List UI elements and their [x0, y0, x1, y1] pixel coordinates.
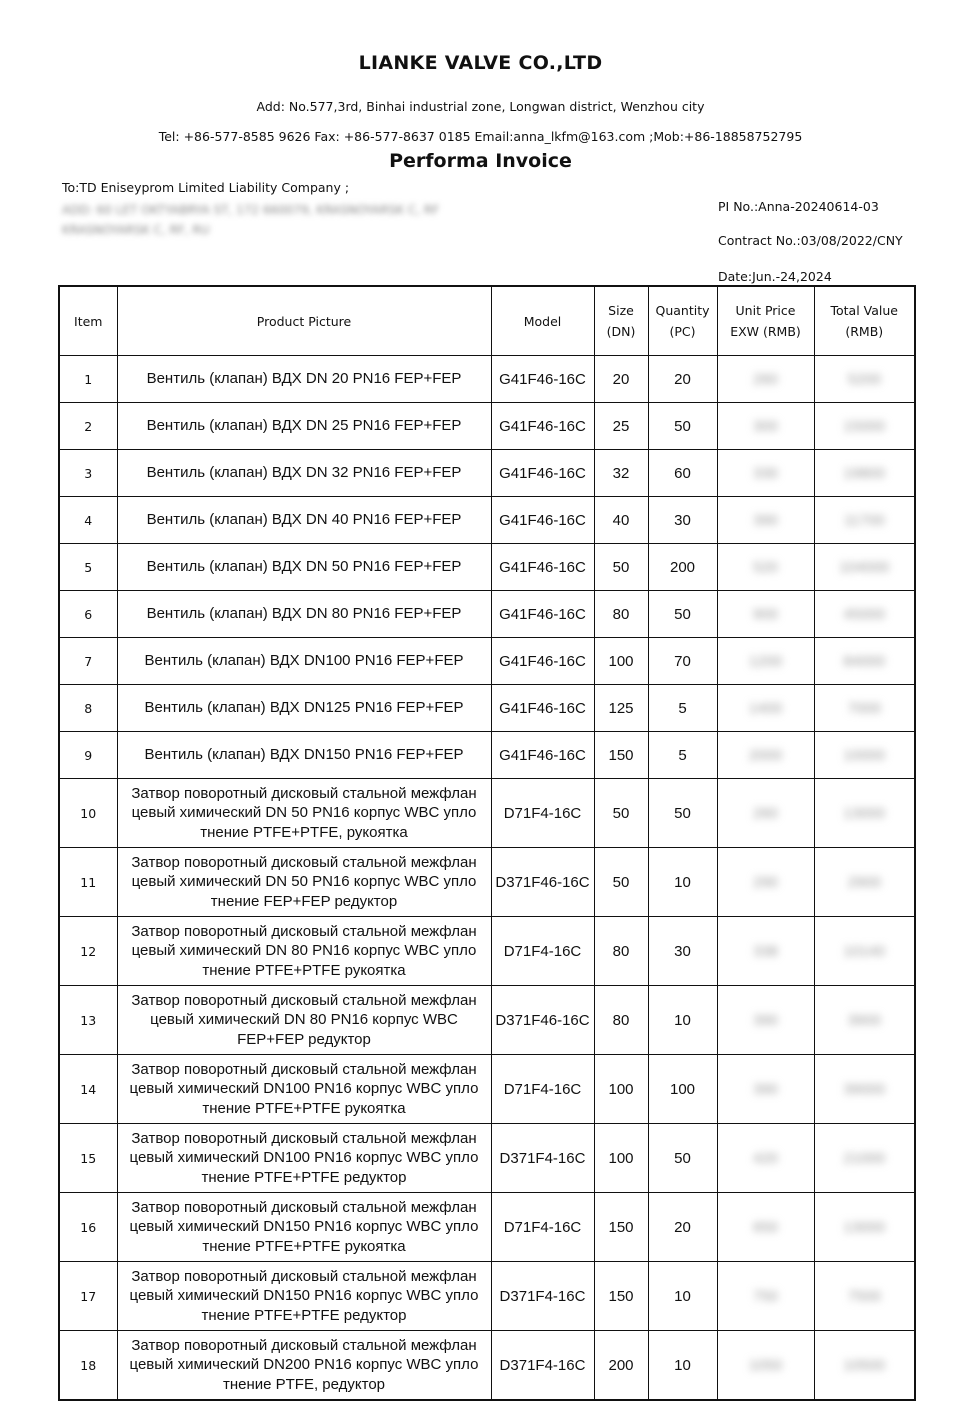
cell-item: 4 [59, 497, 117, 544]
cell-size: 25 [594, 403, 648, 450]
cell-model: D371F4-16C [491, 1124, 594, 1193]
header-size: Size (DN) [594, 286, 648, 356]
table-row [59, 986, 915, 1055]
cell-total-redacted: 11700 [814, 497, 915, 544]
cell-model: G41F46-16C [491, 497, 594, 544]
table-row [59, 638, 915, 685]
cell-item: 2 [59, 403, 117, 450]
cell-size: 80 [594, 591, 648, 638]
cell-total-redacted: 21000 [814, 1124, 915, 1193]
cell-size: 150 [594, 1193, 648, 1262]
cell-item: 18 [59, 1331, 117, 1401]
cell-product: Вентиль (клапан) ВДХ DN125 PN16 FEP+FEP [117, 685, 491, 732]
cell-model: D71F4-16C [491, 1055, 594, 1124]
cell-unit-price-redacted: 300 [717, 403, 814, 450]
table-row [59, 544, 915, 591]
cell-total-redacted: 104000 [814, 544, 915, 591]
cell-size: 100 [594, 1124, 648, 1193]
cell-unit-price-redacted: 260 [717, 779, 814, 848]
table-row [59, 356, 915, 403]
cell-quantity: 10 [648, 1262, 717, 1331]
cell-item: 13 [59, 986, 117, 1055]
cell-item: 16 [59, 1193, 117, 1262]
cell-quantity: 10 [648, 1331, 717, 1401]
cell-quantity: 30 [648, 917, 717, 986]
cell-size: 125 [594, 685, 648, 732]
cell-size: 100 [594, 638, 648, 685]
company-contact: Tel: +86-577-8585 9626 Fax: +86-577-8637 0185 Email:anna_lkfm@163.com ;Mob:+86-18858752795 [158, 129, 803, 144]
cell-quantity: 10 [648, 848, 717, 917]
cell-total-redacted: 3900 [814, 986, 915, 1055]
cell-product: Вентиль (клапан) ВДХ DN 80 PN16 FEP+FEP [117, 591, 491, 638]
cell-model: G41F46-16C [491, 638, 594, 685]
cell-item: 11 [59, 848, 117, 917]
cell-unit-price-redacted: 900 [717, 591, 814, 638]
cell-quantity: 5 [648, 685, 717, 732]
cell-total-redacted: 13000 [814, 1193, 915, 1262]
cell-product: Затвор поворотный дисковый стальной межфлан цевый химический DN200 PN16 корпус WBC упло тнение PTFE, редуктор [117, 1331, 491, 1401]
cell-quantity: 70 [648, 638, 717, 685]
cell-item: 1 [59, 356, 117, 403]
cell-quantity: 50 [648, 779, 717, 848]
cell-item: 10 [59, 779, 117, 848]
cell-item: 6 [59, 591, 117, 638]
items-table [58, 285, 916, 1401]
table-row [59, 1193, 915, 1262]
cell-model: D371F4-16C [491, 1331, 594, 1401]
cell-size: 50 [594, 544, 648, 591]
cell-unit-price-redacted: 390 [717, 986, 814, 1055]
invoice-date: Date:Jun.-24,2024 [718, 269, 832, 284]
cell-unit-price-redacted: 338 [717, 917, 814, 986]
cell-item: 17 [59, 1262, 117, 1331]
cell-product: Вентиль (клапан) ВДХ DN 32 PN16 FEP+FEP [117, 450, 491, 497]
company-address: Add: No.577,3rd, Binhai industrial zone, Longwan district, Wenzhou city [256, 99, 705, 114]
cell-total-redacted: 2900 [814, 848, 915, 917]
cell-total-redacted: 7000 [814, 685, 915, 732]
cell-total-redacted: 13000 [814, 779, 915, 848]
cell-total-redacted: 7500 [814, 1262, 915, 1331]
cell-model: D71F4-16C [491, 917, 594, 986]
table-header-row [59, 286, 915, 356]
cell-total-redacted: 10500 [814, 1331, 915, 1401]
cell-model: G41F46-16C [491, 403, 594, 450]
cell-product: Затвор поворотный дисковый стальной межфлан цевый химический DN 50 PN16 корпус WBC упло тнение PTFE+PTFE, рукоятка [117, 779, 491, 848]
cell-model: D371F46-16C [491, 986, 594, 1055]
cell-total-redacted: 84000 [814, 638, 915, 685]
cell-model: G41F46-16C [491, 356, 594, 403]
cell-model: G41F46-16C [491, 544, 594, 591]
cell-model: G41F46-16C [491, 685, 594, 732]
table-row [59, 1055, 915, 1124]
cell-item: 9 [59, 732, 117, 779]
cell-unit-price-redacted: 330 [717, 450, 814, 497]
cell-unit-price-redacted: 1050 [717, 1331, 814, 1401]
cell-product: Затвор поворотный дисковый стальной межфлан цевый химический DN100 PN16 корпус WBC упло тнение PTFE+PTFE рукоятка [117, 1055, 491, 1124]
cell-item: 14 [59, 1055, 117, 1124]
cell-quantity: 200 [648, 544, 717, 591]
pi-number: PI No.:Anna-20240614-03 [718, 199, 879, 214]
cell-product: Вентиль (клапан) ВДХ DN 20 PN16 FEP+FEP [117, 356, 491, 403]
table-row [59, 685, 915, 732]
cell-unit-price-redacted: 1400 [717, 685, 814, 732]
cell-quantity: 10 [648, 986, 717, 1055]
cell-size: 32 [594, 450, 648, 497]
cell-product: Затвор поворотный дисковый стальной межфлан цевый химический DN 80 PN16 корпус WBC упло тнение PTFE+PTFE рукоятка [117, 917, 491, 986]
cell-model: G41F46-16C [491, 591, 594, 638]
header-quantity: Quantity (PC) [648, 286, 717, 356]
cell-quantity: 50 [648, 591, 717, 638]
table-row [59, 450, 915, 497]
cell-size: 150 [594, 732, 648, 779]
cell-product: Затвор поворотный дисковый стальной межфлан цевый химический DN 50 PN16 корпус WBC упло тнение FEP+FEP редуктор [117, 848, 491, 917]
cell-quantity: 30 [648, 497, 717, 544]
table-row [59, 917, 915, 986]
cell-product: Вентиль (клапан) ВДХ DN100 PN16 FEP+FEP [117, 638, 491, 685]
cell-unit-price-redacted: 390 [717, 497, 814, 544]
cell-model: D71F4-16C [491, 779, 594, 848]
cell-size: 80 [594, 917, 648, 986]
cell-product: Вентиль (клапан) ВДХ DN 50 PN16 FEP+FEP [117, 544, 491, 591]
cell-model: G41F46-16C [491, 732, 594, 779]
table-row [59, 1331, 915, 1401]
cell-unit-price-redacted: 290 [717, 848, 814, 917]
cell-size: 150 [594, 1262, 648, 1331]
cell-total-redacted: 5200 [814, 356, 915, 403]
table-row [59, 848, 915, 917]
cell-size: 80 [594, 986, 648, 1055]
cell-unit-price-redacted: 1200 [717, 638, 814, 685]
cell-quantity: 100 [648, 1055, 717, 1124]
cell-item: 12 [59, 917, 117, 986]
cell-total-redacted: 15000 [814, 403, 915, 450]
header-unit-price: Unit Price EXW (RMB) [717, 286, 814, 356]
buyer-address-redacted: ADD: 60 LET OKTYABRYA ST, 172 660079, KRASNOYARSK C, RF KRASNOYARSK C, RF, RU [62, 203, 440, 237]
cell-unit-price-redacted: 520 [717, 544, 814, 591]
table-row [59, 591, 915, 638]
table-row [59, 403, 915, 450]
header-total-value: Total Value (RMB) [814, 286, 915, 356]
table-row [59, 779, 915, 848]
cell-item: 8 [59, 685, 117, 732]
cell-model: D371F4-16C [491, 1262, 594, 1331]
cell-product: Вентиль (клапан) ВДХ DN 25 PN16 FEP+FEP [117, 403, 491, 450]
cell-size: 40 [594, 497, 648, 544]
table-row [59, 732, 915, 779]
cell-product: Затвор поворотный дисковый стальной межфлан цевый химический DN150 PN16 корпус WBC упло тнение PTFE+PTFE редуктор [117, 1262, 491, 1331]
cell-item: 3 [59, 450, 117, 497]
cell-product: Затвор поворотный дисковый стальной межфлан цевый химический DN100 PN16 корпус WBC упло тнение PTFE+PTFE редуктор [117, 1124, 491, 1193]
cell-quantity: 50 [648, 403, 717, 450]
cell-size: 50 [594, 779, 648, 848]
table-row [59, 1124, 915, 1193]
cell-item: 5 [59, 544, 117, 591]
table-row [59, 497, 915, 544]
cell-unit-price-redacted: 260 [717, 356, 814, 403]
cell-total-redacted: 10000 [814, 732, 915, 779]
cell-unit-price-redacted: 420 [717, 1124, 814, 1193]
cell-total-redacted: 45000 [814, 591, 915, 638]
cell-unit-price-redacted: 650 [717, 1193, 814, 1262]
table-row [59, 1262, 915, 1331]
cell-product: Затвор поворотный дисковый стальной межфлан цевый химический DN150 PN16 корпус WBC упло тнение PTFE+PTFE рукоятка [117, 1193, 491, 1262]
cell-unit-price-redacted: 2000 [717, 732, 814, 779]
document-title: Performa Invoice [389, 150, 572, 172]
cell-item: 7 [59, 638, 117, 685]
cell-model: D371F46-16C [491, 848, 594, 917]
cell-quantity: 20 [648, 356, 717, 403]
header-product: Product Picture [117, 286, 491, 356]
cell-total-redacted: 10140 [814, 917, 915, 986]
cell-size: 100 [594, 1055, 648, 1124]
cell-size: 20 [594, 356, 648, 403]
cell-unit-price-redacted: 750 [717, 1262, 814, 1331]
buyer-name: To:TD Eniseyprom Limited Liability Company ; [62, 180, 350, 195]
cell-model: D71F4-16C [491, 1193, 594, 1262]
cell-product: Затвор поворотный дисковый стальной межфлан цевый химический DN 80 PN16 корпус WBC FEP+FEP редуктор [117, 986, 491, 1055]
header-model: Model [491, 286, 594, 356]
cell-quantity: 20 [648, 1193, 717, 1262]
cell-quantity: 60 [648, 450, 717, 497]
company-name: LIANKE VALVE CO.,LTD [358, 52, 603, 74]
cell-model: G41F46-16C [491, 450, 594, 497]
header-item: Item [59, 286, 117, 356]
cell-total-redacted: 19800 [814, 450, 915, 497]
cell-product: Вентиль (клапан) ВДХ DN150 PN16 FEP+FEP [117, 732, 491, 779]
cell-product: Вентиль (клапан) ВДХ DN 40 PN16 FEP+FEP [117, 497, 491, 544]
cell-total-redacted: 39000 [814, 1055, 915, 1124]
cell-unit-price-redacted: 390 [717, 1055, 814, 1124]
cell-size: 200 [594, 1331, 648, 1401]
contract-number: Contract No.:03/08/2022/CNY [718, 233, 903, 248]
cell-size: 50 [594, 848, 648, 917]
cell-item: 15 [59, 1124, 117, 1193]
cell-quantity: 5 [648, 732, 717, 779]
cell-quantity: 50 [648, 1124, 717, 1193]
